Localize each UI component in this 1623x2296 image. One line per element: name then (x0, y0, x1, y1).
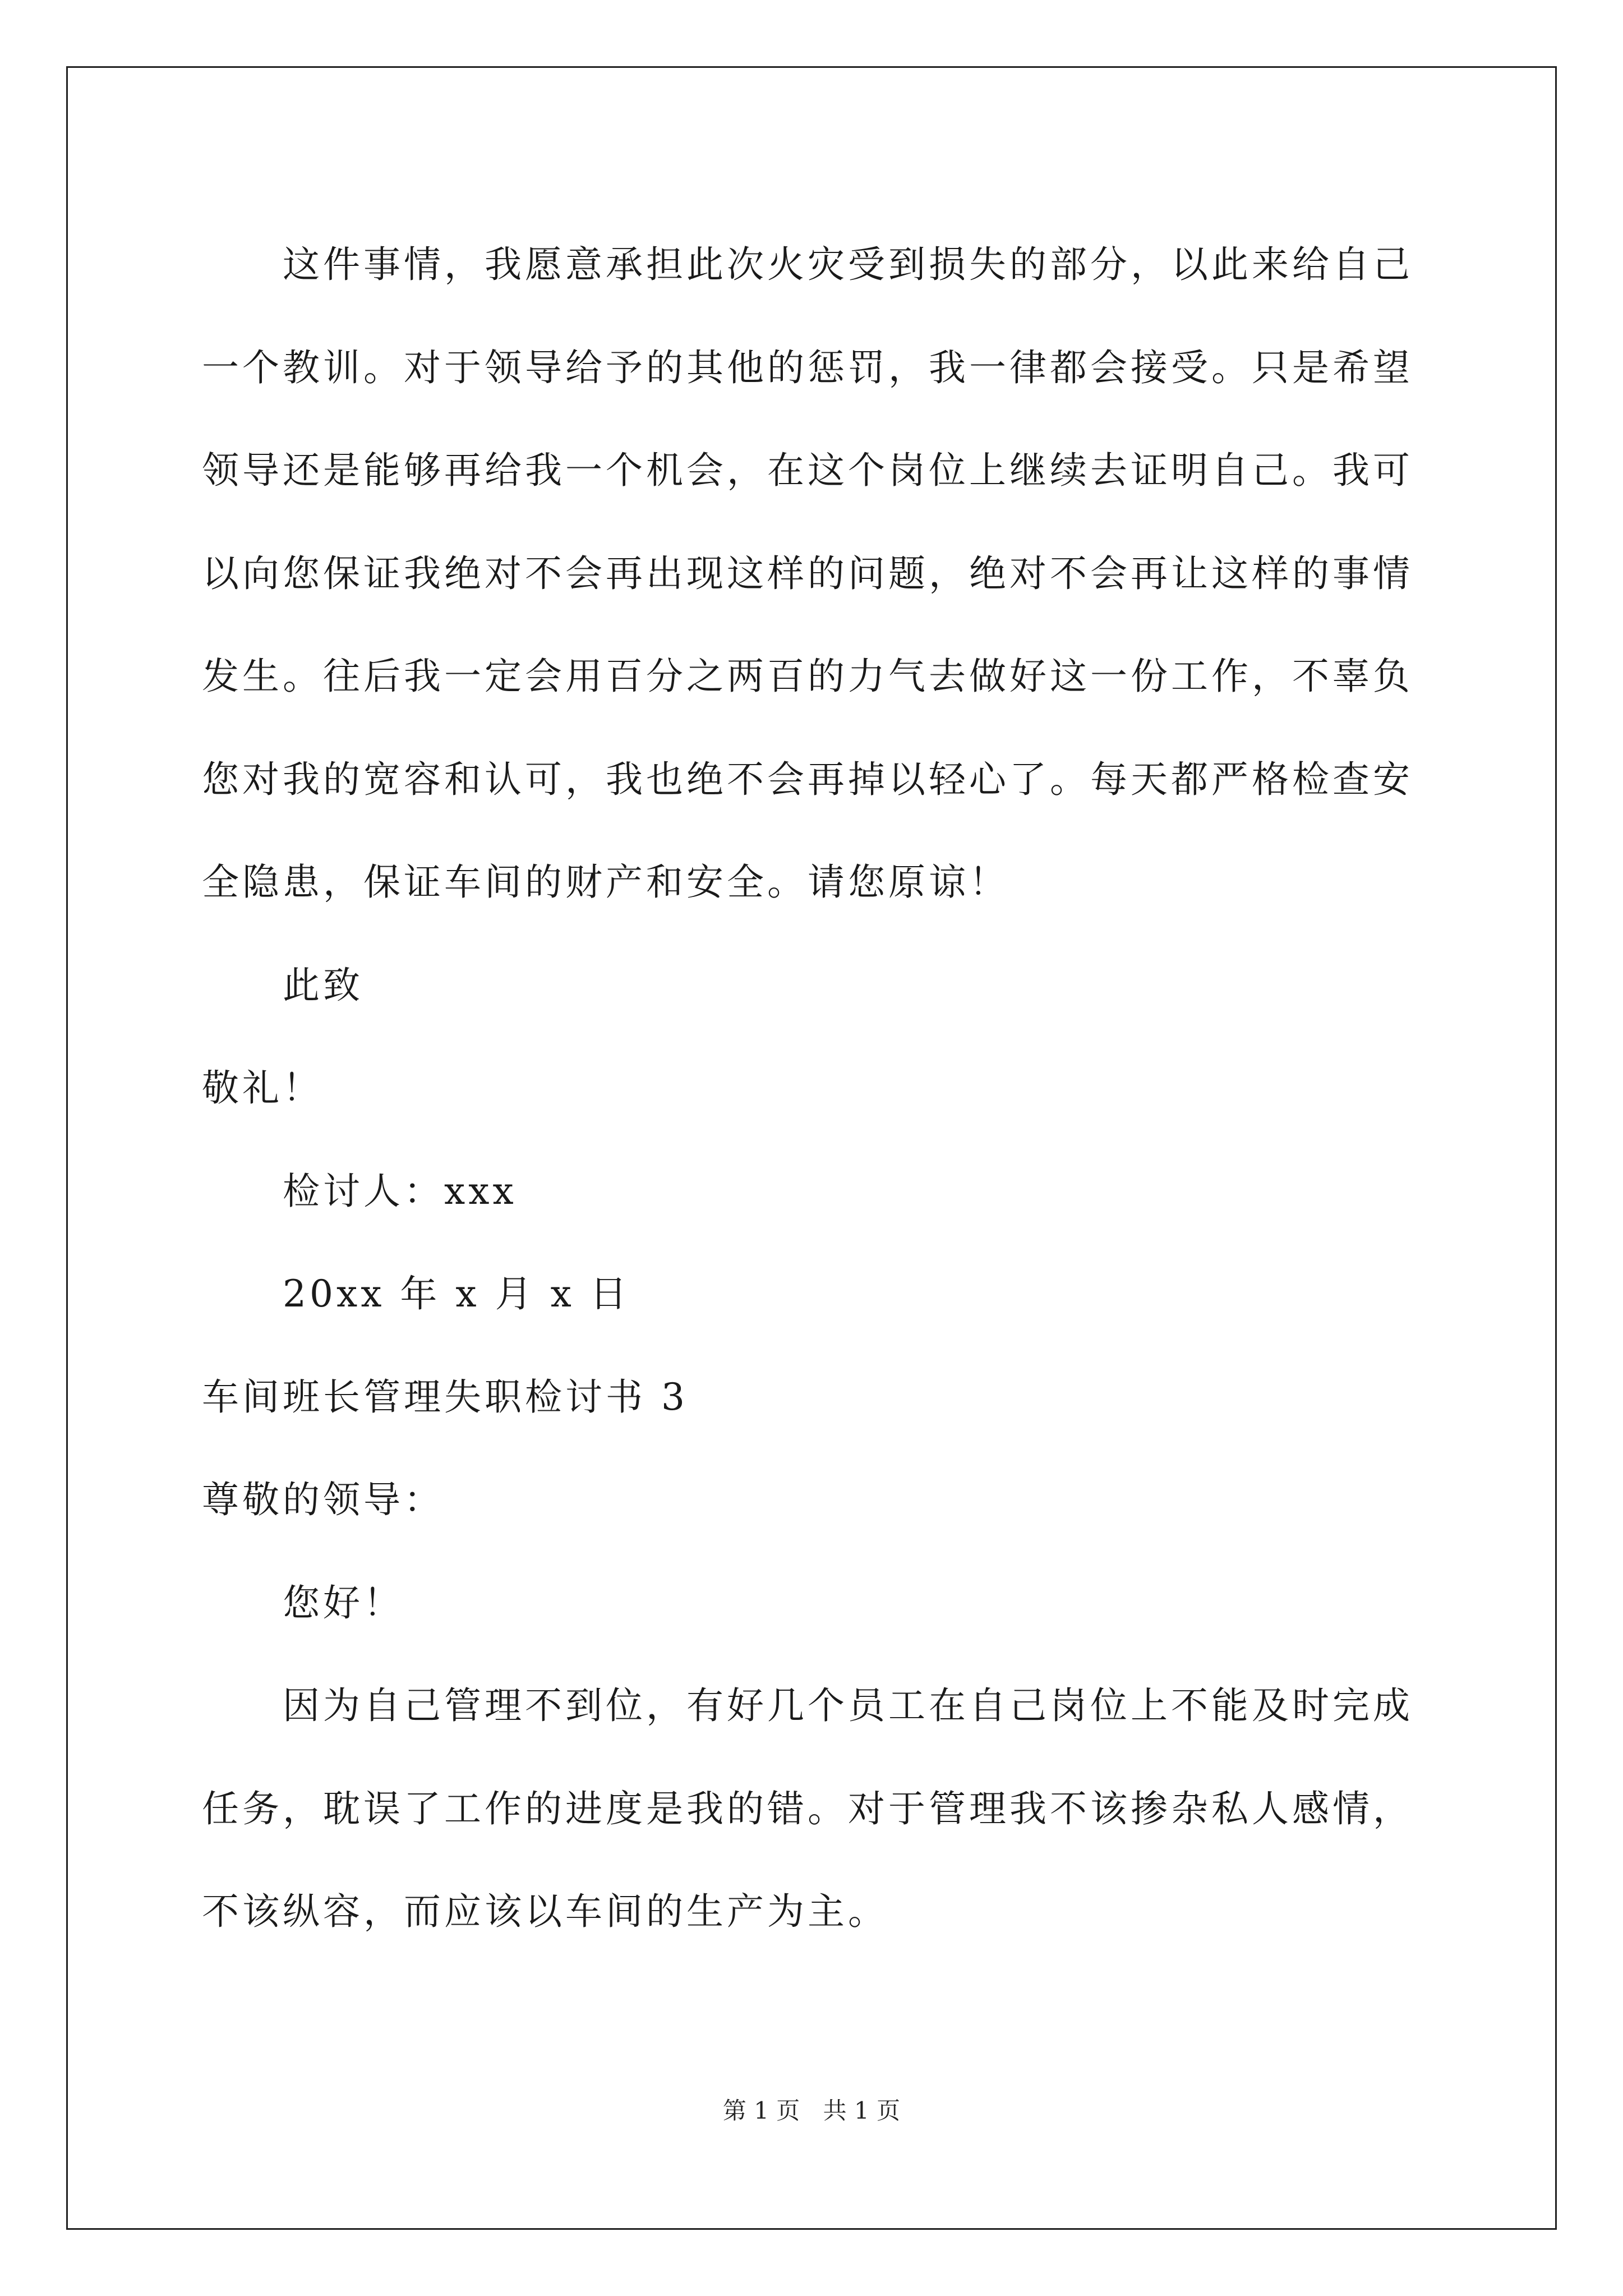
section-title: 车间班长管理失职检讨书 3 (202, 1375, 688, 1419)
page-total: 共 1 页 (823, 2097, 901, 2124)
paragraph-line: 以向您保证我绝对不会再出现这样的问题，绝对不会再让这样的事情 (202, 551, 1413, 595)
paragraph-line: 不该纵容，而应该以车间的生产为主。 (202, 1890, 888, 1933)
page-footer (0, 2092, 1623, 2126)
signature-line: 检讨人：xxx (283, 1169, 517, 1213)
paragraph-line: 因为自己管理不到位，有好几个员工在自己岗位上不能及时完成 (283, 1684, 1413, 1727)
paragraph-line: 发生。往后我一定会用百分之两百的力气去做好这一份工作，不辜负 (202, 655, 1413, 698)
greeting-line: 尊敬的领导： (202, 1478, 444, 1521)
closing-regards: 敬礼！ (202, 1066, 323, 1110)
paragraph-line: 任务，耽误了工作的进度是我的错。对于管理我不该掺杂私人感情， (202, 1787, 1413, 1830)
paragraph-line: 您对我的宽容和认可，我也绝不会再掉以轻心了。每天都严格检查安 (202, 757, 1413, 801)
paragraph-line: 一个教训。对于领导给予的其他的惩罚，我一律都会接受。只是希望 (202, 346, 1413, 389)
paragraph-line: 这件事情，我愿意承担此次火灾受到损失的部分，以此来给自己 (283, 243, 1413, 286)
closing-salutation: 此致 (283, 963, 363, 1007)
paragraph-line: 全隐患，保证车间的财产和安全。请您原谅！ (202, 861, 1009, 904)
date-line: 20xx 年 x 月 x 日 (283, 1272, 630, 1315)
document-body (202, 213, 1436, 1963)
paragraph-line: 领导还是能够再给我一个机会，在这个岗位上继续去证明自己。我可 (202, 449, 1413, 492)
greeting-hello: 您好！ (283, 1581, 404, 1625)
page-number: 第 1 页 (722, 2097, 800, 2124)
